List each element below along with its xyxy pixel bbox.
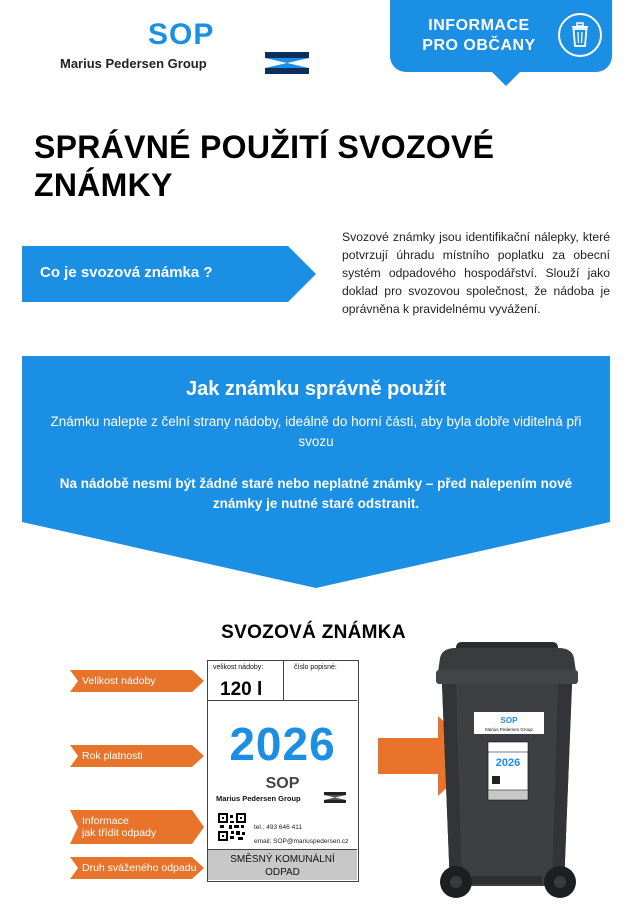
title-line-2: ZNÁMKY bbox=[34, 167, 173, 203]
sticker-waste-type bbox=[208, 849, 357, 880]
bin-sticker-company: Marius Pedersen Group bbox=[485, 727, 533, 732]
tag-info bbox=[70, 810, 204, 844]
badge-pointer bbox=[490, 70, 522, 86]
how-to-warning: Na nádobě nesmí být žádné staré nebo neplatné známky – před nalepením nové známky je nutné staré odstranit. bbox=[59, 476, 573, 511]
title-line-1: SPRÁVNÉ POUŽITÍ SVOZOVÉ bbox=[34, 129, 495, 165]
sticker-size-value: 120 l bbox=[220, 679, 263, 700]
sticker-section-title: SVOZOVÁ ZNÁMKA bbox=[221, 622, 406, 643]
tag-info-line-1: Informace bbox=[82, 815, 129, 827]
tag-validity-label: Rok platnosti bbox=[82, 750, 143, 762]
sticker-phone: tel.: 493 646 411 bbox=[254, 824, 302, 831]
tag-info-label bbox=[82, 810, 156, 844]
sticker-sop: SOP bbox=[265, 775, 300, 792]
sticker-waste-line-1: SMĚSNÝ KOMUNÁLNÍ bbox=[230, 854, 335, 865]
company-logo bbox=[60, 18, 320, 78]
tag-waste-type-label: Druh sváženého odpadu bbox=[82, 862, 197, 874]
sticker-waste-line-2: ODPAD bbox=[265, 867, 300, 878]
sticker-size-label: velikost nádoby: bbox=[213, 664, 264, 671]
logo-sop-text: SOP bbox=[148, 18, 215, 51]
waste-bin-illustration bbox=[432, 638, 582, 900]
sticker-size-cell bbox=[208, 661, 284, 701]
qr-code-icon bbox=[218, 813, 246, 841]
bin-sticker-year: 2026 bbox=[495, 757, 521, 769]
how-to-text: Známku nalepte z čelní strany nádoby, ideálně do horní části, aby byla dobře viditelná při svozu bbox=[50, 414, 582, 449]
description-text: Svozové známky jsou identifikační nálepky, které potvrzují úhradu místního poplatku za obecní systém odpadového hospodářství. Slouží jako doklad pro svozovou společnost, že nádoba je oprávněna k pravidelnému vyvážení. bbox=[342, 230, 610, 316]
bin-sticker-sop: SOP bbox=[500, 716, 518, 725]
tag-info-line-2: jak třídit odpady bbox=[82, 827, 157, 839]
tag-size bbox=[70, 670, 204, 692]
sticker-email: email: SOP@mariuspedersen.cz bbox=[254, 838, 349, 845]
sticker-example bbox=[207, 660, 359, 882]
tag-size-label: Velikost nádoby bbox=[82, 675, 156, 687]
badge-text bbox=[404, 16, 554, 56]
sticker-house-label: číslo popisné: bbox=[294, 664, 337, 671]
badge-line-1: INFORMACE bbox=[428, 17, 530, 34]
tag-waste-type bbox=[70, 857, 204, 879]
logo-flag-icon bbox=[265, 52, 309, 74]
how-to-title: Jak známku správně použít bbox=[185, 378, 447, 400]
sticker-flag-icon bbox=[324, 792, 346, 803]
sticker-year: 2026 bbox=[229, 718, 336, 770]
sticker-header-row bbox=[208, 661, 357, 701]
page-title bbox=[34, 128, 614, 204]
trash-bin-icon bbox=[558, 13, 602, 57]
tag-validity bbox=[70, 745, 204, 767]
logo-company-text: Marius Pedersen Group bbox=[60, 56, 207, 71]
info-badge bbox=[390, 0, 612, 72]
sticker-company: Marius Pedersen Group bbox=[216, 794, 301, 803]
question-text: Co je svozová známka ? bbox=[40, 264, 213, 281]
badge-line-2: PRO OBČANY bbox=[422, 37, 536, 54]
